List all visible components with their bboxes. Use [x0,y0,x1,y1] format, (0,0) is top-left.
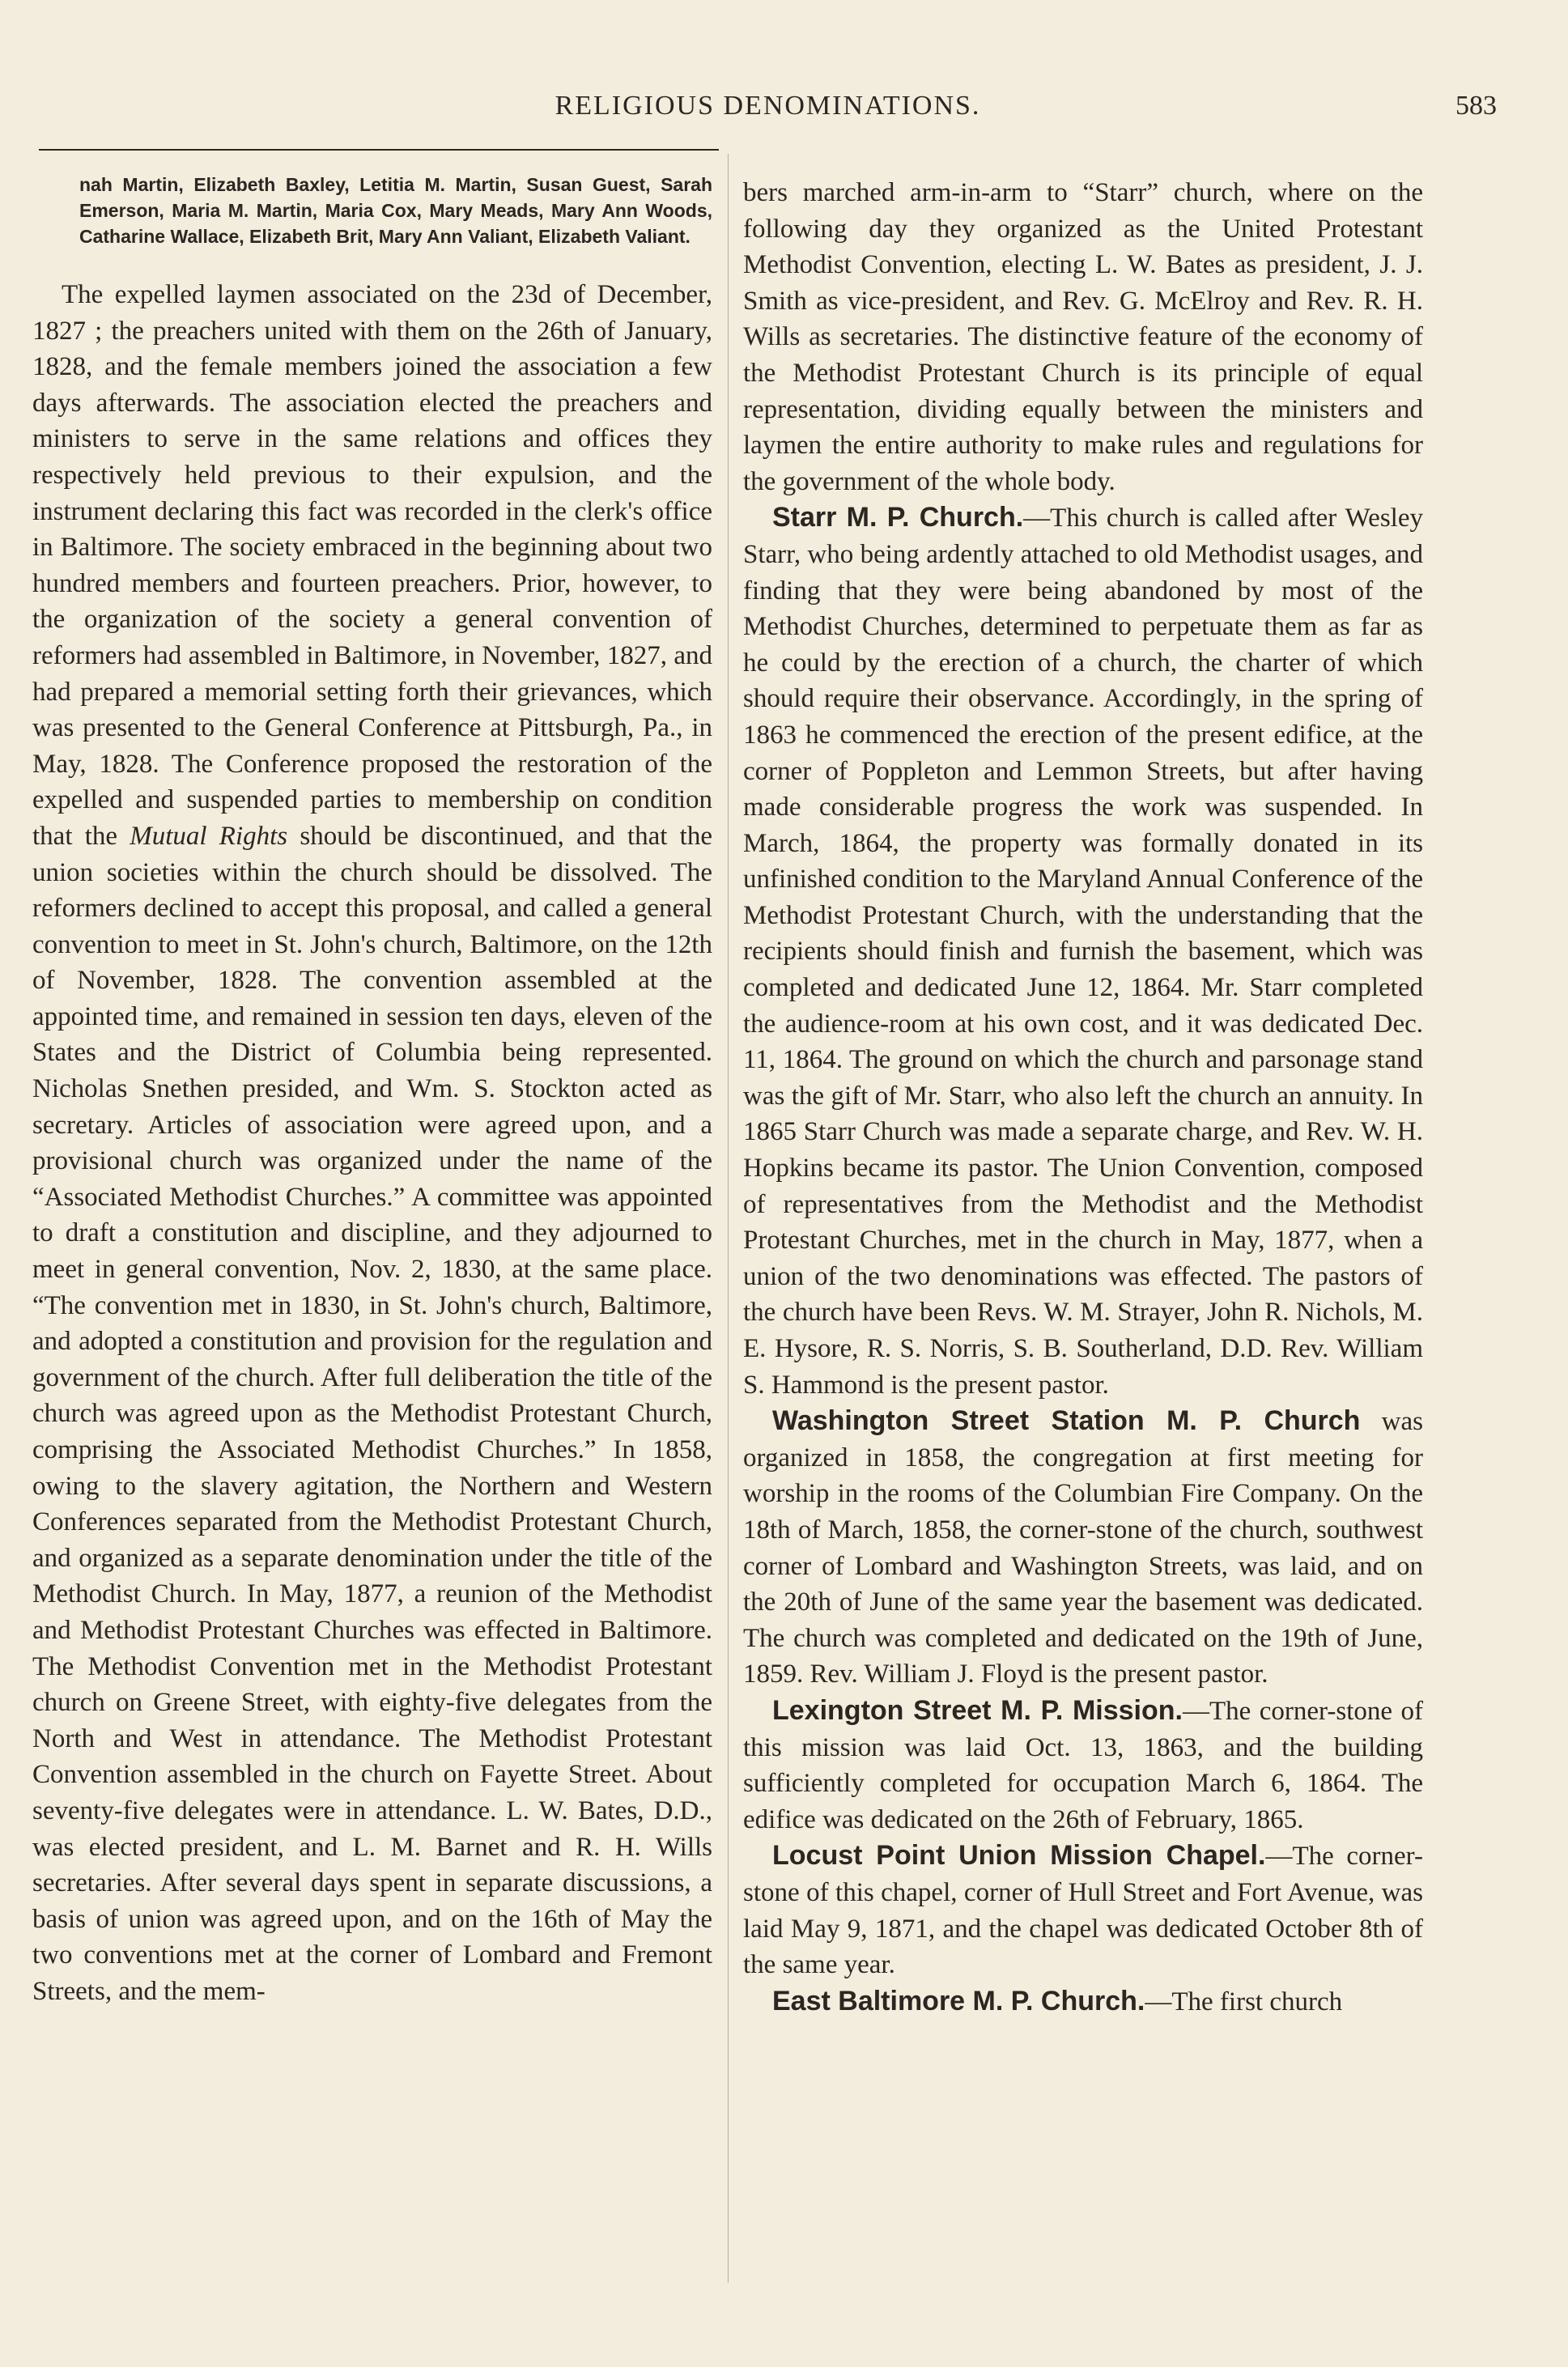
paragraph-association [32,277,712,2010]
column-divider [728,154,729,2283]
section-text: —The corner-stone of this chapel, corner of Hull Street and Fort Avenue, was laid May 9, 1871, and the chapel was dedicated October 8th of the same year. [743,1842,1423,1980]
section-heading: Washington Street Station M. P. Church [772,1405,1361,1437]
section-east-baltimore [743,1983,1423,2021]
header-rule [39,149,719,151]
section-washington [743,1403,1423,1693]
periodical-title: Mutual Rights [130,821,288,851]
page-number: 583 [1455,91,1497,121]
section-heading: Starr M. P. Church. [772,502,1024,533]
section-heading: Locust Point Union Mission Chapel. [772,1840,1266,1872]
section-locust-point [743,1838,1423,1982]
paragraph-text: The expelled laymen associated on the 23d of December, 1827 ; the preachers united with them on the 26th of January, 1828, and the female members joined the association a few days afterwards. The association elected the preachers and ministers to serve in the same relations and offices they respectively held previous to their expulsion, and the instrument declaring this fact was recorded in the clerk's office in Baltimore. The society embraced in the beginning about two hundred members and fourteen preachers. Prior, however, to the organization of the society a general convention of reformers had assembled in Baltimore, in November, 1827, and had prepared a memorial setting forth their grievances, which was presented to the General Conference at Pittsburgh, Pa., in May, 1828. The Conference proposed the restoration of the expelled and suspended parties to membership on condition that the [32,280,712,851]
section-lexington [743,1693,1423,1838]
section-text: —The corner-stone of this mission was laid Oct. 13, 1863, and the building sufficiently completed for occupation March 6, 1864. The edifice was dedicated on the 26th of February, 1865. [743,1696,1423,1834]
section-text: —The first church [1145,1987,1343,2016]
section-text: —This church is called after Wesley Starr, who being ardently attached to old Methodist usages, and finding that they were being abandoned by most of the Methodist Churches, determined to perpetuate them as far as he could by the erection of a church, the charter of which should require their observance. Accordingly, in the spring of 1863 he commenced the erection of the present edifice, at the corner of Poppleton and Lemmon Streets, but after having made considerable progress the work was suspended. In March, 1864, the property was formally donated in its unfinished condition to the Maryland Annual Conference of the Methodist Protestant Church, with the understanding that the recipients should finish and furnish the basement, which was completed and dedicated June 12, 1864. Mr. Starr completed the audience-room at his own cost, and it was dedicated Dec. 11, 1864. The ground on which the church and parsonage stand was the gift of Mr. Starr, who also left the church an annuity. In 1865 Starr Church was made a separate charge, and Rev. W. H. Hopkins became its pastor. The Union Convention, composed of representatives from the Methodist and the Methodist Protestant Churches, met in the church in May, 1877, when a union of the two denominations was effected. The pastors of the church have been Revs. W. M. Strayer, John R. Nichols, M. E. Hysore, R. S. Norris, S. B. Southerland, D.D. Rev. William S. Hammond is the present pastor. [743,504,1423,1400]
left-column [32,172,712,2010]
paragraph-continuation: bers marched arm-in-arm to “Starr” church, where on the following day they organized as the United Protestant Methodist Convention, electing L. W. Bates as president, J. J. Smith as vice-president, and Rev. G. McElroy and Rev. R. H. Wills as secretaries. The distinctive feature of the economy of the Methodist Protestant Church is its principle of equal representation, dividing equally between the ministers and laymen the entire authority to make rules and regulations for the government of the whole body. [743,178,1423,496]
section-text: was organized in 1858, the congregation at first meeting for worship in the rooms of the Columbian Fire Company. On the 18th of March, 1858, the corner-stone of the church, southwest corner of Lombard and Washington Streets, was laid, and on the 20th of June of the same year the basement was dedicated. The church was completed and dedicated on the 19th of June, 1859. Rev. William J. Floyd is the present pastor. [743,1407,1423,1689]
section-starr [743,499,1423,1403]
running-head [39,91,1497,139]
section-heading: Lexington Street M. P. Mission. [772,1694,1183,1726]
right-column [743,175,1423,2020]
running-title: RELIGIOUS DENOMINATIONS. [555,91,981,121]
paragraph-text: should be discontinued, and that the union societies within the church should be dissolved. The reformers declined to accept this proposal, and called a general convention to meet in St. John's church, Baltimore, on the 12th of November, 1828. The convention assembled at the appointed time, and remained in session ten days, eleven of the States and the District of Columbia being represented. Nicholas Snethen presided, and Wm. S. Stockton acted as secretary. Articles of association were agreed upon, and a provisional church was organized under the name of the “Associated Methodist Churches.” A committee was appointed to draft a constitution and discipline, and they adjourned to meet in general convention, Nov. 2, 1830, at the same place. “The convention met in 1830, in St. John's church, Baltimore, and adopted a constitution and provision for the regulation and government of the church. After full deliberation the title of the church was agreed upon as the Methodist Protestant Church, comprising the Associated Methodist Churches.” In 1858, owing to the slavery agitation, the Northern and Western Conferences separated from the Methodist Protestant Church, and organized as a separate denomination under the title of the Methodist Church. In May, 1877, a reunion of the Methodist and Methodist Protestant Churches was effected in Baltimore. The Methodist Convention met in the Methodist Protestant church on Greene Street, with eighty-five delegates from the North and West in attendance. The Methodist Protestant Convention assembled in the church on Fayette Street. About seventy-five delegates were in attendance. L. W. Bates, D.D., was elected president, and L. M. Barnet and R. H. Wills secretaries. After several days spent in separate discussions, a basis of union was agreed upon, and on the 16th of May the two conventions met at the corner of Lombard and Fremont Streets, and the mem- [32,821,712,2006]
section-heading: East Baltimore M. P. Church. [772,1985,1145,2016]
name-list: nah Martin, Elizabeth Baxley, Letitia M. Martin, Susan Guest, Sarah Emerson, Maria M. Martin, Maria Cox, Mary Meads, Mary Ann Woods, Catharine Wallace, Elizabeth Brit, Mary Ann Valiant, Elizabeth Valiant. [79,174,712,247]
